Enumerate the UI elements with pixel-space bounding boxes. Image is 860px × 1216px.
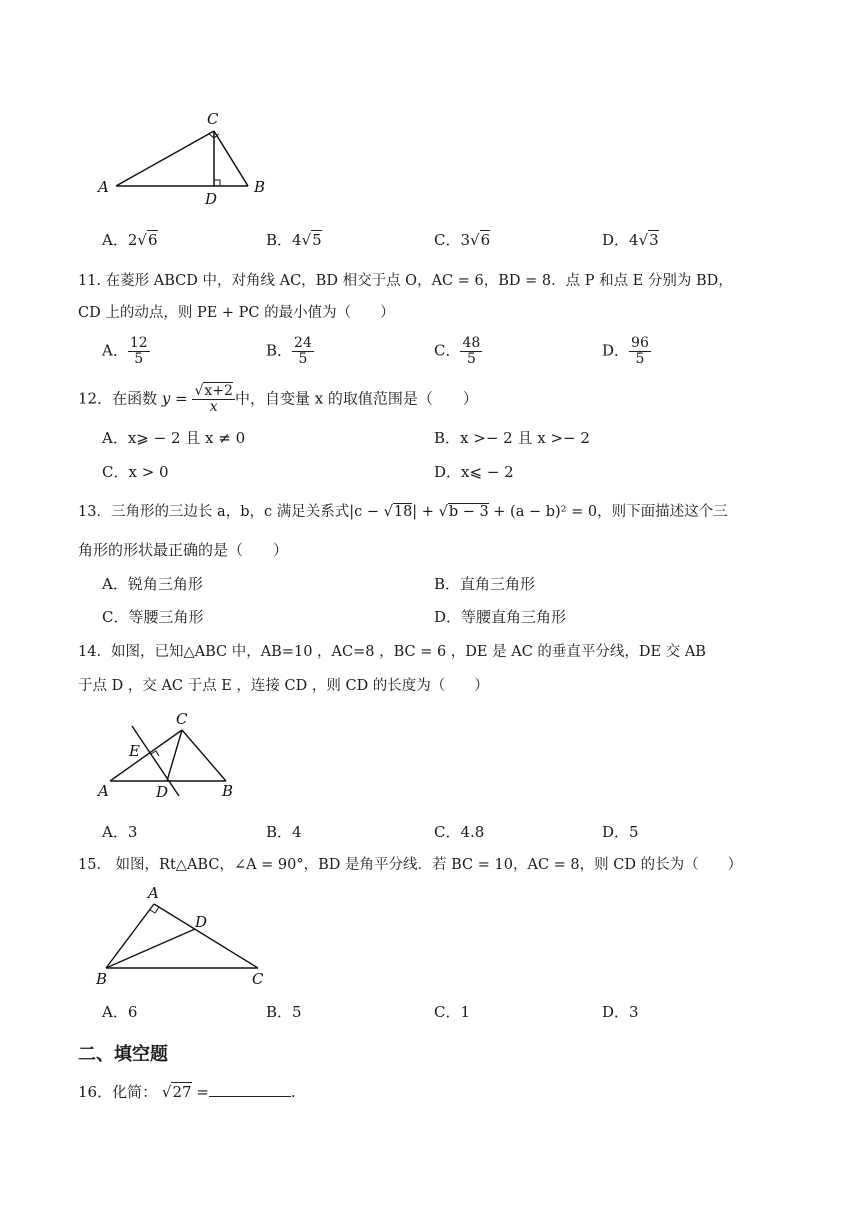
label-b: B — [96, 970, 108, 988]
q11-option-c[interactable]: C． $\frac{48}{5}$ — [434, 335, 481, 367]
answer-blank[interactable] — [209, 1082, 291, 1097]
q14-option-a[interactable]: A．3 — [102, 823, 138, 841]
label-e: E — [129, 742, 140, 760]
q11-option-a[interactable]: A． $\frac{12}{5}$ — [102, 335, 148, 367]
q13-stem-line1: 13．三角形的三边长 a，b，c 满足关系式|c − √18| + √b − 3 + (a − b)² = 0，则下面描述这个三 — [78, 504, 728, 520]
label-d: D — [195, 913, 208, 931]
q13-stem-line2: 角形的形状最正确的是（ ） — [78, 541, 289, 559]
figure-q14 — [92, 708, 252, 808]
label-b: B — [222, 782, 234, 800]
label-b: B — [254, 178, 266, 196]
label-a: A — [98, 782, 109, 800]
q14-stem-line1: 14．如图，已知△ABC 中，AB=10 ，AC=8 ，BC = 6 ，DE 是 AC 的垂直平分线，DE 交 AB — [78, 644, 706, 660]
q11-stem-line2: CD 上的动点，则 PE + PC 的最小值为（ ） — [78, 305, 395, 321]
q11-stem-line1: 11. 在菱形 ABCD 中，对角线 AC，BD 相交于点 O，AC = 6，BD = 8．点 P 和点 E 分别为 BD， — [78, 273, 733, 289]
q15-stem: 15． 如图，Rt△ABC，∠A = 90°，BD 是角平分线．若 BC = 10，AC = 8，则 CD 的长为（ ） — [78, 857, 743, 873]
q16-stem: 16．化简： √27 = . — [78, 1083, 296, 1101]
q12-option-a[interactable]: A．x⩾ − 2 且 x ≠ 0 — [102, 429, 246, 447]
q15-option-a[interactable]: A．6 — [102, 1003, 138, 1021]
q10-option-b[interactable]: B．4√5 — [266, 231, 322, 249]
figure-q15 — [92, 880, 282, 992]
q11-option-d[interactable]: D． $\frac{96}{5}$ — [602, 335, 649, 367]
label-c: C — [252, 970, 264, 988]
q14-option-b[interactable]: B．4 — [266, 823, 302, 841]
q15-option-b[interactable]: B．5 — [266, 1003, 302, 1021]
q12-option-d[interactable]: D．x⩽ − 2 — [434, 463, 514, 481]
q10-option-a[interactable]: A．2√6 — [102, 231, 158, 249]
q12-option-c[interactable]: C．x > 0 — [102, 463, 169, 481]
label-a: A — [148, 884, 159, 902]
label-a: A — [98, 178, 109, 196]
q15-option-d[interactable]: D．3 — [602, 1003, 639, 1021]
q13-option-a[interactable]: A．锐角三角形 — [102, 575, 203, 593]
q11-option-b[interactable]: B． $\frac{24}{5}$ — [266, 335, 312, 367]
label-c: C — [176, 710, 188, 728]
q13-option-b[interactable]: B．直角三角形 — [434, 575, 536, 593]
q12-option-b[interactable]: B．x >− 2 且 x >− 2 — [434, 429, 590, 447]
q15-option-c[interactable]: C．1 — [434, 1003, 471, 1021]
q12-stem: 12．在函数 y = $\frac{√x+2}{x}$ 中，自变量 x 的取值范围是（ ） — [78, 383, 478, 415]
q14-stem-line2: 于点 D ，交 AC 于点 E ，连接 CD ，则 CD 的长度为（ ） — [78, 678, 489, 694]
q14-option-c[interactable]: C．4.8 — [434, 823, 485, 841]
q10-option-d[interactable]: D．4√3 — [602, 231, 659, 249]
label-d: D — [205, 190, 218, 208]
section-heading: 二、填空题 — [78, 1044, 168, 1065]
q13-option-d[interactable]: D．等腰直角三角形 — [434, 608, 567, 626]
q10-option-c[interactable]: C．3√6 — [434, 231, 491, 249]
label-d: D — [156, 783, 169, 801]
q13-option-c[interactable]: C．等腰三角形 — [102, 608, 204, 626]
label-c: C — [207, 110, 219, 128]
figure-q10 — [90, 100, 290, 210]
q14-option-d[interactable]: D．5 — [602, 823, 639, 841]
